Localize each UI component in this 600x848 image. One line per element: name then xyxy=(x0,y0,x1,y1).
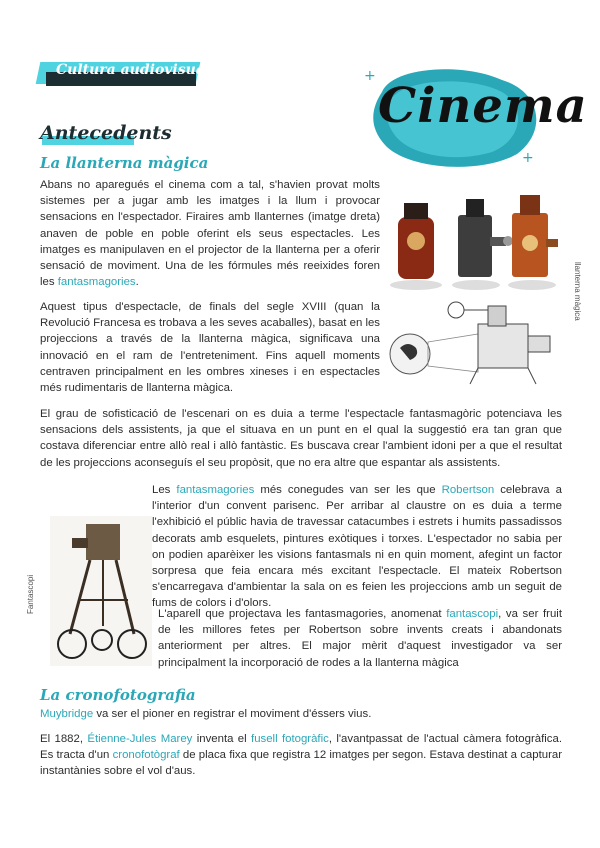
crono-title: La cronofotografia xyxy=(40,686,196,704)
lanterns-image xyxy=(386,185,562,291)
crono-paragraph-1: Muybridge va ser el pioner en registrar el moviment d'éssers vius. xyxy=(40,708,372,720)
svg-text:+: + xyxy=(364,68,376,84)
svg-text:+: + xyxy=(522,150,534,166)
crono-paragraph-2: El 1882, Étienne-Jules Marey inventa el fusell fotogràfic, l'avantpassat de l'actual càmera fotogràfica. Es tracta d'un cronofotògraf de placa fixa que registra 12 imatges per segon. Estava destinat a capturar instantànies sobre el vol d'aus. xyxy=(40,733,562,778)
lanterna-paragraph-2: Aquest tipus d'espectacle, de finals del segle XVIII (quan la Revolució Francesa es trobava a les seves acaballes), basat en les projeccions a través de la llanterna màgica, significava una innovació en el ram de l'entreteniment. Fins aquell moments centraven principalment en les ombres xineses i en espectacles més rudimentaris de llanterna màgica. xyxy=(40,301,381,395)
caption-fantascopi: Fantascopi xyxy=(26,574,35,614)
lanterna-paragraph-3: El grau de sofisticació de l'escenari on es duia a terme l'espectacle fantasmagòric potenciava les sensacions dels assistents, ja que el situava en un punt en el qual la suggestió era tan gran que costava diferenciar entre allò real i allò fantàstic. Es buscava crear l'ambient idoni per a que el resultat de les projeccions aconseguís el seu propòsit, que no era altre que espantar als assistents. xyxy=(40,408,562,469)
section-title: Antecedents xyxy=(40,122,172,144)
fantascopi-image xyxy=(50,516,152,666)
lanterna-paragraph-4: Les fantasmagories més conegudes van ser les que Robertson celebrava a l'interior d'un convent parisenc. Per arribar al claustre on es duia a terme l'exhibició el públic havia de travessar catacumbes i estrets i humits passadissos decorats amb esquelets, pintures exòtiques i torxes. L'espectador no sabia per on podien aparèixer les visions fantasmals ni en quin moment, afegint un factor sorpresa que feia encara més excitant l'espectacle. El mateix Robertson s'encarregava d'ambientar la sala on es feien les projeccions amb un seguit de fums de colors i d'olors. xyxy=(40,482,562,665)
projector-sketch-image xyxy=(388,294,560,386)
lanterna-paragraph-5: L'aparell que projectava les fantasmagories, anomenat fantascopi, va ser fruit de les millores fetes per Robertson sobre invents creats i abandonats anteriorment per altres. El major mèrit d'aquest investigador va ser principalment la incorporació de rodes a la llanterna màgica xyxy=(158,608,562,669)
lanterna-paragraph-1: Abans no aparegués el cinema com a tal, s'havien provat molts sistemes per a jugar amb les imatges i la llum i provocar sensacions en l'espectador. Firaires amb llanternes (imatge dreta) anaven de poble en poble oferint els seus espectacles. Les imatges es manipulaven en el projector de la llanterna per a oferir sensació de moviment. Una de les fórmules més reeixides foren les fantasmagories. xyxy=(40,179,380,289)
cinema-logo-text: Cinema xyxy=(378,78,588,134)
header-tag-label: Cultura audiovisual xyxy=(56,62,211,78)
caption-llanterna: llanterna màgica xyxy=(573,262,582,321)
lanterna-title: La llanterna màgica xyxy=(40,154,209,172)
